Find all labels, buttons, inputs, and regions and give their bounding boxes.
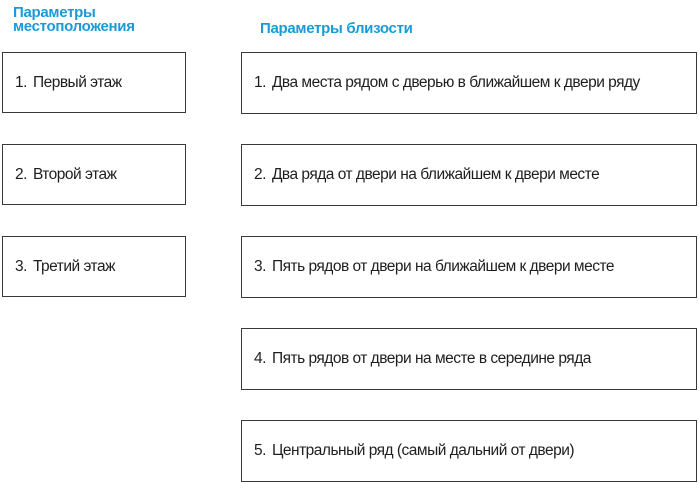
option-label: Два ряда от двери на ближайшем к двери месте bbox=[271, 166, 600, 183]
option-number: 2. bbox=[254, 166, 266, 183]
heading-line: местоположения bbox=[13, 18, 135, 35]
option-label: Пять рядов от двери на ближайшем к двери месте bbox=[271, 258, 614, 275]
option-number: 4. bbox=[254, 350, 266, 367]
location-option-box bbox=[2, 236, 186, 297]
proximity-option-box bbox=[241, 144, 697, 206]
location-option-box bbox=[2, 52, 186, 113]
proximity-option-box bbox=[241, 52, 697, 114]
proximity-option-box bbox=[241, 420, 697, 482]
option-number: 3. bbox=[254, 258, 266, 275]
option-number: 2. bbox=[15, 165, 27, 183]
proximity-option-box bbox=[241, 328, 697, 390]
option-label: Пять рядов от двери на месте в середине ряда bbox=[271, 350, 591, 367]
option-label: Третий этаж bbox=[32, 257, 115, 275]
option-number: 5. bbox=[254, 442, 266, 459]
option-label: Центральный ряд (самый дальний от двери) bbox=[271, 442, 575, 459]
option-label: Два места рядом с дверью в ближайшем к двери ряду bbox=[271, 74, 640, 91]
option-number: 1. bbox=[15, 73, 27, 91]
option-number: 3. bbox=[15, 257, 27, 275]
location-option-box bbox=[2, 144, 186, 205]
proximity-option-box bbox=[241, 236, 697, 298]
location-parameters-heading bbox=[13, 6, 135, 34]
option-label: Второй этаж bbox=[32, 165, 117, 183]
option-label: Первый этаж bbox=[32, 73, 122, 91]
heading-line: Параметры bbox=[13, 4, 96, 21]
option-number: 1. bbox=[254, 74, 266, 91]
proximity-parameters-heading: Параметры близости bbox=[260, 20, 413, 37]
